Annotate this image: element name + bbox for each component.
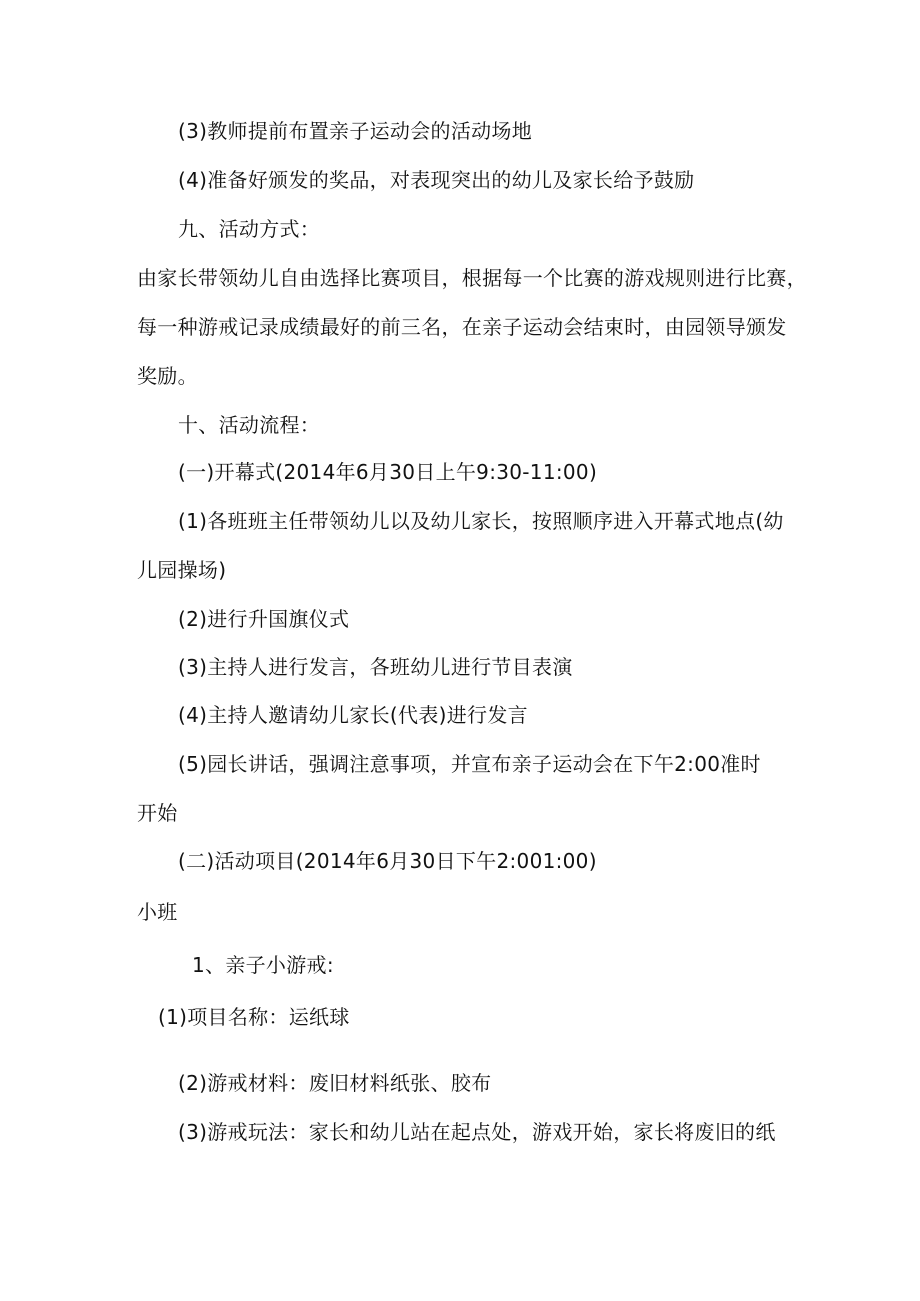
text-line: (4)主持人邀请幼儿家长(代表)进行发言 — [178, 703, 528, 727]
text-line: (5)园长讲话，强调注意事项，并宣布亲子运动会在下午2:00准时 — [178, 752, 761, 776]
text-line: (3)主持人进行发言，各班幼儿进行节目表演 — [178, 655, 573, 679]
section-heading: 十、活动流程： — [178, 413, 321, 437]
text-line: (1)各班班主任带领幼儿以及幼儿家长，按照顺序进入开幕式地点(幼 — [178, 509, 784, 533]
section-heading: 九、活动方式： — [178, 217, 321, 241]
text-line: 开始 — [137, 801, 178, 825]
text-line: (3)教师提前布置亲子运动会的活动场地 — [178, 119, 533, 143]
subsection-heading: (二)活动项目(2014年6月30日下午2:001:00) — [178, 849, 597, 873]
text-line: 小班 — [137, 900, 178, 924]
text-line: 儿园操场) — [137, 558, 227, 582]
text-line: (1)项目名称：运纸球 — [158, 1005, 350, 1029]
text-line: (2)游戒材料：废旧材料纸张、胶布 — [178, 1071, 492, 1095]
subsection-heading: (一)开幕式(2014年6月30日上午9:30-11:00) — [178, 460, 598, 484]
text-line: (3)游戒玩法：家长和幼儿站在起点处，游戏开始，家长将废旧的纸 — [178, 1120, 776, 1144]
text-line: (2)进行升国旗仪式 — [178, 607, 350, 631]
text-line: (4)准备好颁发的奖品，对表现突出的幼儿及家长给予鼓励 — [178, 168, 695, 192]
text-line: 每一种游戒记录成绩最好的前三名，在亲子运动会结束时，由园领导颁发 — [137, 315, 787, 339]
text-line: 由家长带领幼儿自由选择比赛项目，根据每一个比赛的游戏规则进行比赛， — [137, 266, 807, 290]
text-line: 奖励。 — [137, 364, 198, 388]
text-line: 1、亲子小游戒: — [192, 953, 334, 977]
